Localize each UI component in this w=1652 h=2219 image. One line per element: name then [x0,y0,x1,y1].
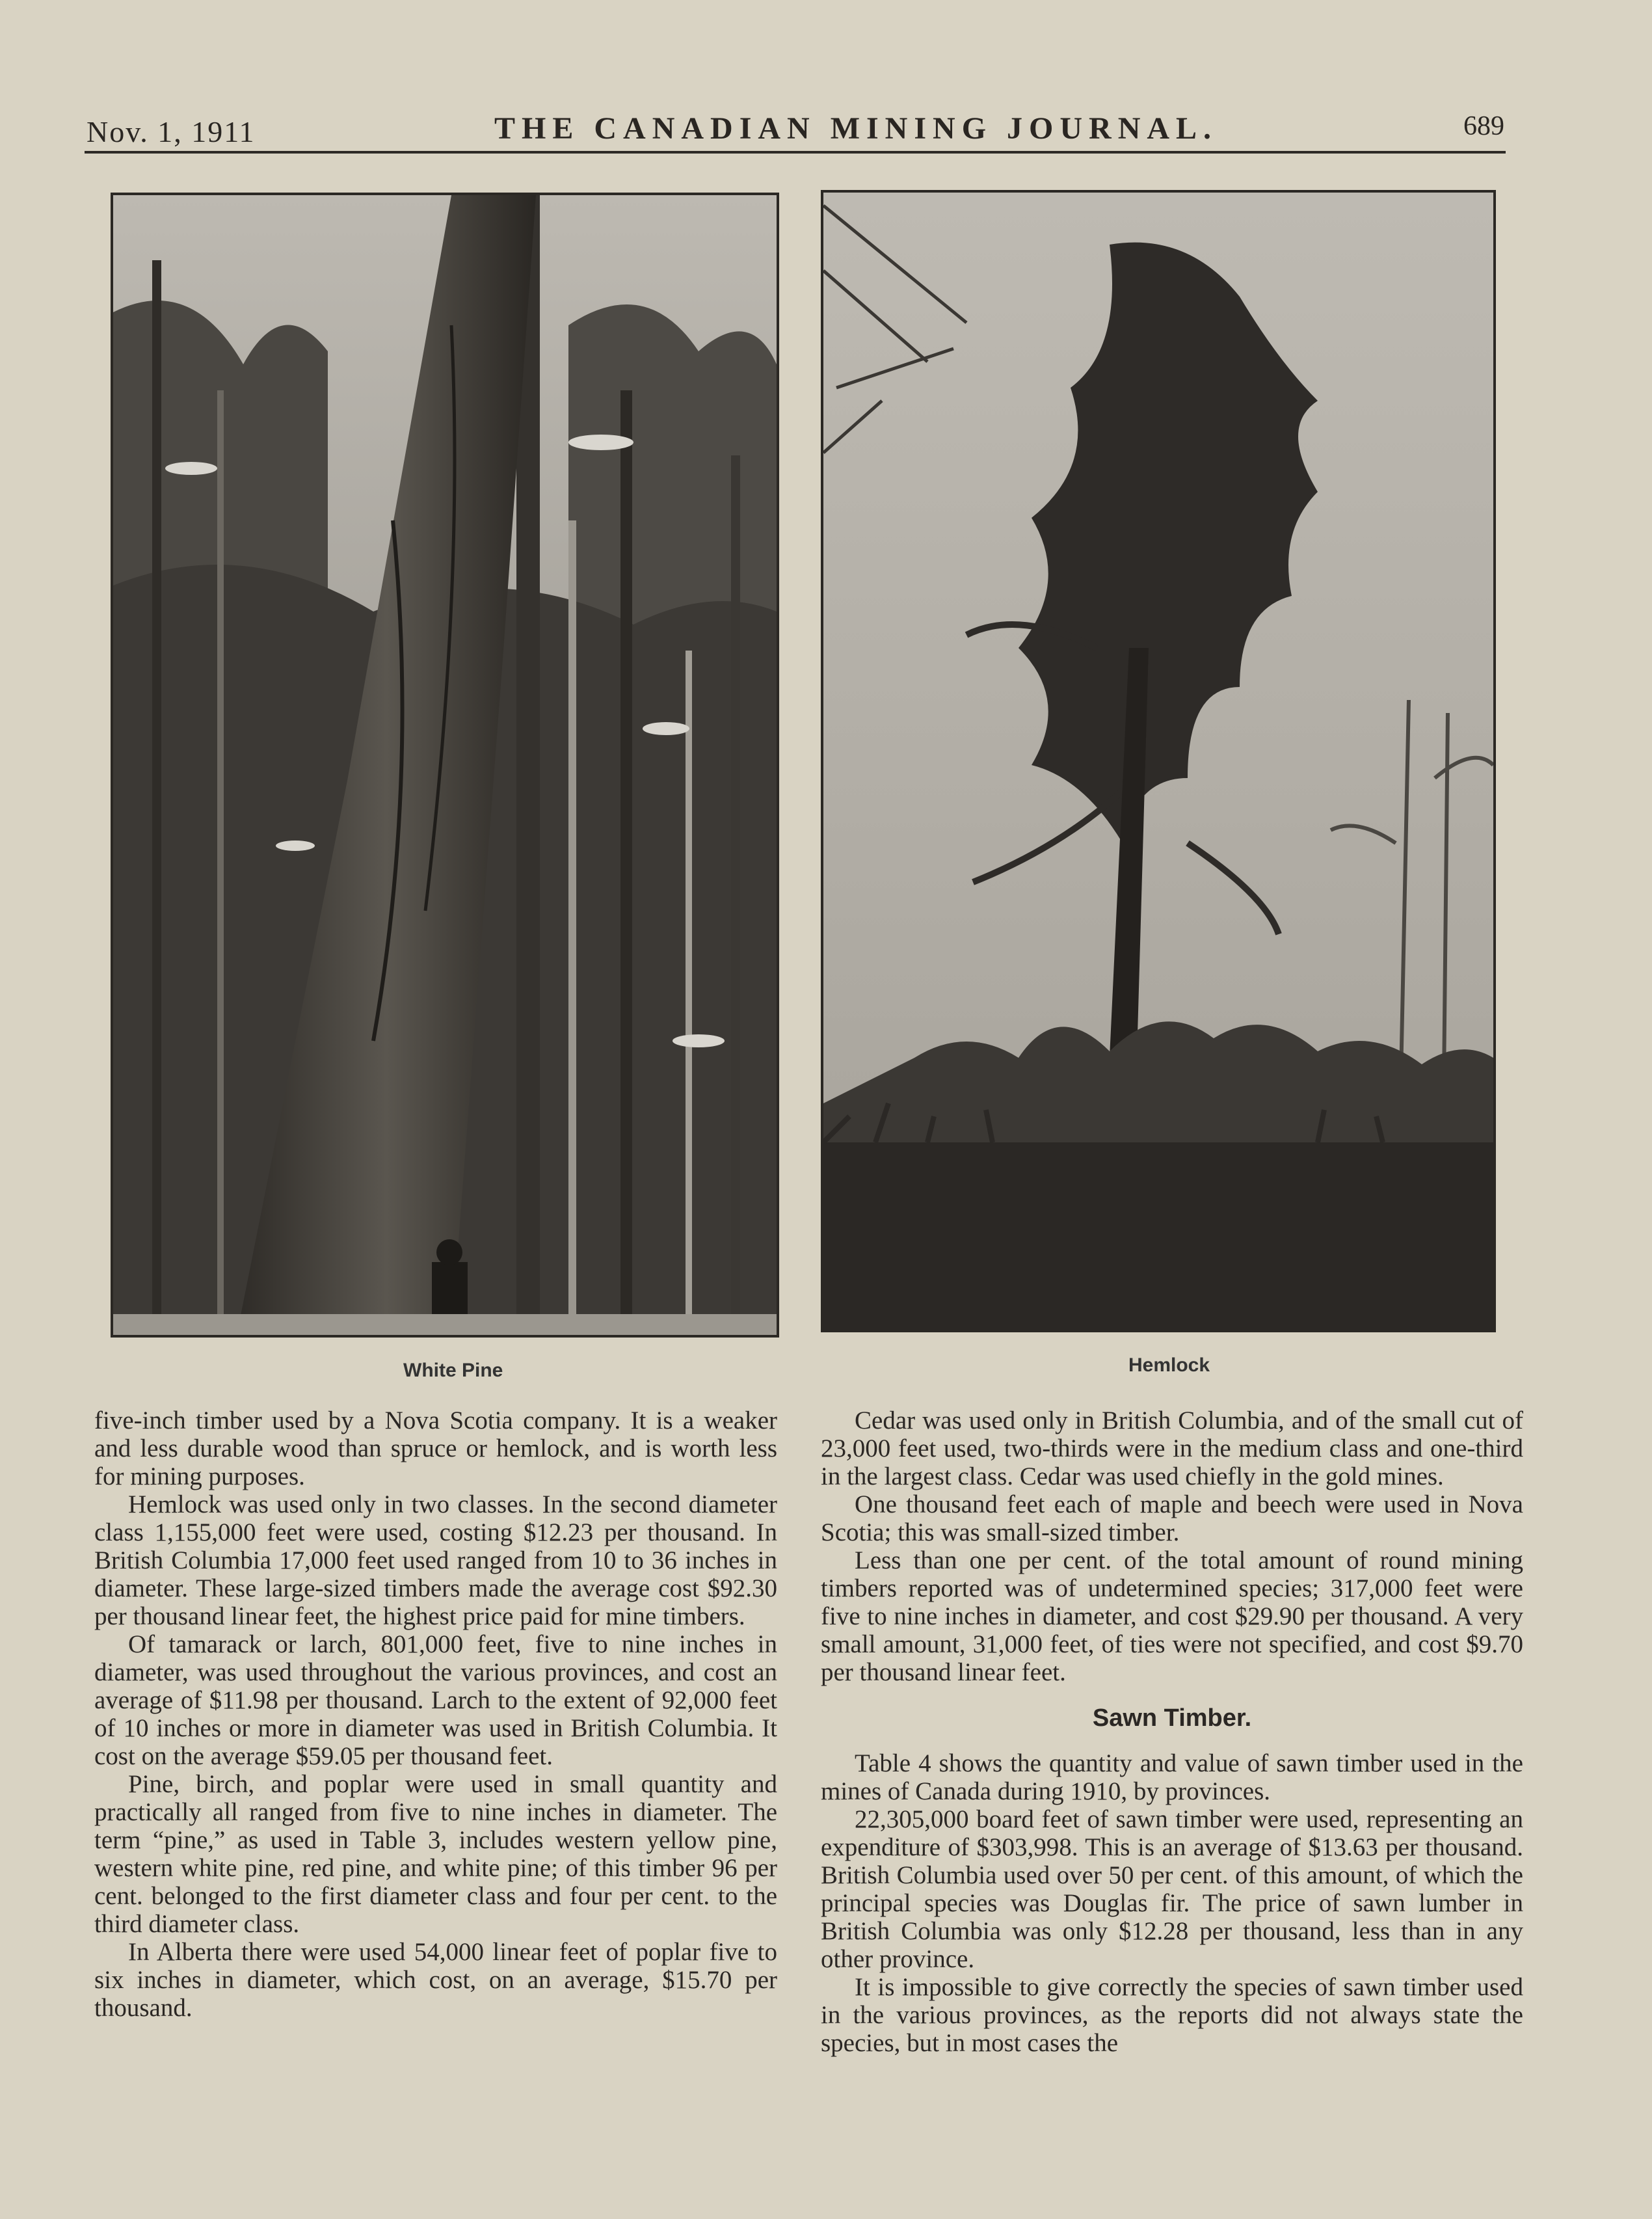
left-text-column [94,1406,777,2022]
page-number: 689 [1463,111,1504,141]
hemlock-caption: Hemlock [1128,1354,1210,1376]
header-date: Nov. 1, 1911 [87,115,256,148]
paragraph: Hemlock was used only in two classes. In the second diameter class 1,155,000 feet were used, costing $12.23 per thousand. In British Columbia 17,000 feet used ranged from 10 to 36 inches in diameter. These large-sized timbers made the average cost $92.30 per thousand linear feet, the highest price paid for mine timbers. [94,1490,777,1630]
paragraph: five-inch timber used by a Nova Scotia company. It is a weaker and less durable wood than spruce or hemlock, and is worth less for mining purposes. [94,1406,777,1490]
section-heading: Sawn Timber. [1092,1704,1252,1732]
journal-title: THE CANADIAN MINING JOURNAL. [494,111,1218,146]
paragraph: It is impossible to give correctly the species of sawn timber used in the various provinces, as the reports did not always state the species, but in most cases the [821,1973,1523,2057]
header-rule [85,151,1506,154]
paragraph: Of tamarack or larch, 801,000 feet, five to nine inches in diameter, was used throughout the various provinces, and cost an average of $11.98 per thousand. Larch to the extent of 92,000 feet of 10 inches or more in diameter was used in British Columbia. It cost on the average $59.05 per thousand feet. [94,1630,777,1770]
white-pine-caption: White Pine [403,1360,503,1381]
paragraph: Cedar was used only in British Columbia, and of the small cut of 23,000 feet used, two-thirds were in the medium class and one-third in the largest class. Cedar was used chiefly in the gold mines. [821,1406,1523,1490]
hemlock-photo [821,190,1496,1332]
paragraph: Table 4 shows the quantity and value of sawn timber used in the mines of Canada during 1910, by provinces. [821,1749,1523,1805]
paragraph: 22,305,000 board feet of sawn timber were used, representing an expenditure of $303,998. This is an average of $13.63 per thousand. British Columbia used over 50 per cent. of this amount, of which the principal species was Douglas fir. The price of sawn lumber in British Columbia was only $12.28 per thousand, less than in any other province. [821,1805,1523,1973]
paragraph: Pine, birch, and poplar were used in small quantity and practically all ranged from five to nine inches in diameter. The term “pine,” as used in Table 3, includes western yellow pine, western white pine, red pine, and white pine; of this timber 96 per cent. belonged to the first diameter class and four per cent. to the third diameter class. [94,1770,777,1938]
paragraph: One thousand feet each of maple and beech were used in Nova Scotia; this was small-sized timber. [821,1490,1523,1546]
paragraph: Less than one per cent. of the total amount of round mining timbers reported was of undetermined species; 317,000 feet were five to nine inches in diameter, and cost $29.90 per thousand. A very small amount, 31,000 feet, of ties were not specified, and cost $9.70 per thousand linear feet. [821,1546,1523,1686]
right-text-column [821,1406,1523,2057]
paragraph: In Alberta there were used 54,000 linear feet of poplar five to six inches in diameter, which cost, on an average, $15.70 per thousand. [94,1938,777,2022]
white-pine-photo [111,193,779,1338]
